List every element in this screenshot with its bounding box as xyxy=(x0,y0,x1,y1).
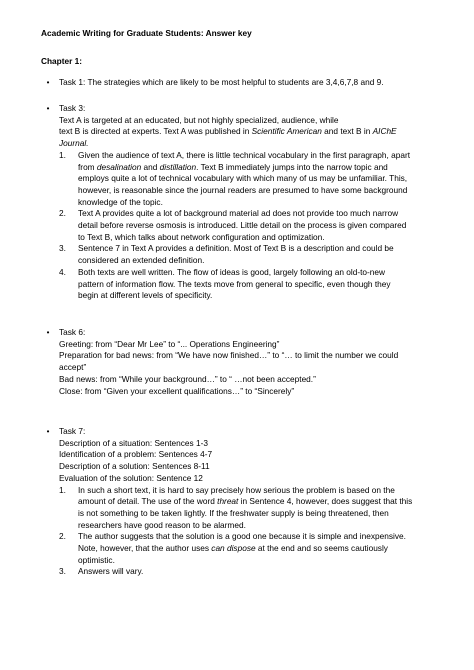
task-3-intro-line-1: Text A is targeted at an educated, but not highly specialized, audience, while xyxy=(59,114,339,125)
task-1-block xyxy=(43,77,452,89)
list-item: 4. Both texts are well written. The flow of ideas is good, largely following an old-to-new pattern of information flow. The texts move from general to specific, even though they begin at different levels of specificity. xyxy=(59,266,391,301)
task-6-bad-news: Bad news: from “While your background…” to “ …not been accepted.” xyxy=(59,373,316,384)
task-7-solution: Description of a solution: Sentences 8-11 xyxy=(59,461,210,472)
task-3-block xyxy=(43,103,452,302)
chapter-heading: Chapter 1: xyxy=(41,56,83,66)
list-item: 1. Given the audience of text A, there is little technical vocabulary in the first paragraph, apart from desalination and distillation. Text B immediately jumps into the narrow topic and employs quite a lot of technical vocabulary with which many of us may be unfamiliar. This, however, is reasonable since the journal readers are presumed to have some background knowledge of the topic. xyxy=(59,149,411,207)
list-item: 3. Answers will vary. xyxy=(59,566,144,577)
bullet-icon: • xyxy=(46,104,50,113)
task-6-greeting: Greeting: from “Dear Mr Lee” to “... Operations Engineering” xyxy=(59,338,280,349)
task-6-heading: Task 6: xyxy=(59,327,86,337)
bullet-icon: • xyxy=(46,328,50,337)
task-7-answer-list xyxy=(59,485,452,579)
task-3-answer-list xyxy=(59,150,452,302)
task-7-situation: Description of a situation: Sentences 1-3 xyxy=(59,437,208,448)
list-item: 3. Sentence 7 in Text A provides a definition. Most of Text B is a description and could be considered an extended definition. xyxy=(59,243,394,266)
task-6-block xyxy=(43,327,452,397)
task-7-problem: Identification of a problem: Sentences 4-7 xyxy=(59,449,213,460)
task-1-text: Task 1: The strategies which are likely to be most helpful to students are 3,4,6,7,8 and 9. xyxy=(59,77,384,87)
task-6-preparation: Preparation for bad news: from “We have now finished…” to “… to limit the number we could xyxy=(59,350,399,361)
list-item: 1. In such a short text, it is hard to say precisely how serious the problem is based on the amount of detail. The use of the word threat in Sentence 4, however, does suggest that this is not something to be taken lightly. If the freshwater supply is being threatened, then researchers have good reason to be alarmed. xyxy=(59,484,413,530)
task-3-intro-line-3: Journal. xyxy=(59,138,89,149)
journal-name-aiche: AIChE xyxy=(372,126,397,137)
bullet-icon: • xyxy=(46,427,50,436)
task-6-close: Close: from “Given your excellent qualifications…” to “Sincerely” xyxy=(59,385,295,396)
document-title: Academic Writing for Graduate Students: Answer key xyxy=(41,28,252,38)
task-6-preparation-cont: accept” xyxy=(59,362,87,373)
task-7-evaluation: Evaluation of the solution: Sentence 12 xyxy=(59,472,203,483)
task-3-intro-line-2: text B is directed at experts. Text A was published in Scientific American and text B in AIChE xyxy=(59,126,397,137)
list-item: 2. The author suggests that the solution is a good one because it is simple and inexpensive. Note, however, that the author uses can dispose at the end and so seems cautiously optimistic. xyxy=(59,531,406,565)
task-3-heading: Task 3: xyxy=(59,103,86,113)
task-7-heading: Task 7: xyxy=(59,426,86,436)
list-item: 2. Text A provides quite a lot of background material ad does not provide too much narrow detail before reverse osmosis is introduced. Little detail on the process is given compared to Text B, which talks about network configuration and optimization. xyxy=(59,208,407,242)
task-7-block xyxy=(43,426,452,578)
bullet-icon: • xyxy=(46,78,50,87)
journal-name-scientific-american: Scientific American xyxy=(251,126,322,137)
